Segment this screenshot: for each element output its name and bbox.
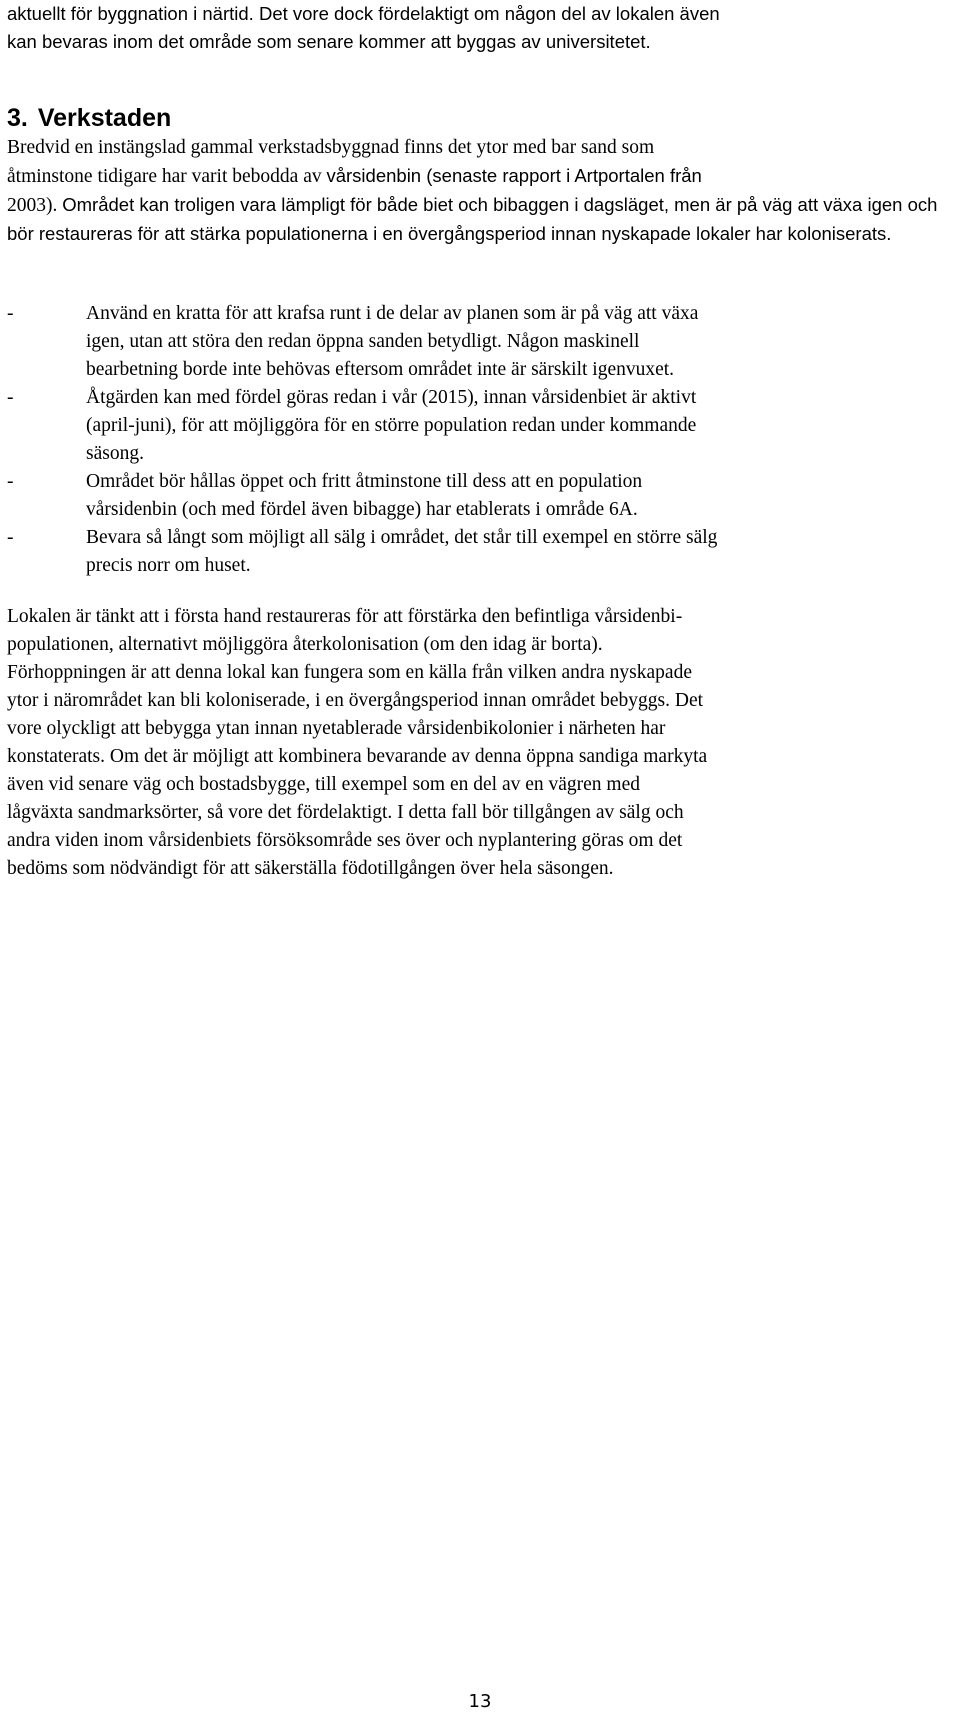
- intro-paragraph: [7, 0, 953, 56]
- section-title: Verkstaden: [37, 104, 172, 132]
- list-item: [7, 384, 953, 468]
- body-text: vårsidenbin (senaste rapport i Artportalen från: [326, 165, 702, 186]
- closing-line: andra viden inom vårsidenbiets försöksområde ses över och nyplantering göras om det: [7, 830, 683, 851]
- list-item-text: vårsidenbin (och med fördel även bibagge) har etablerats i område 6A.: [86, 499, 638, 520]
- section-number: 3.: [7, 104, 28, 132]
- closing-line: populationen, alternativt möjliggöra återkolonisation (om den idag är borta).: [7, 634, 603, 655]
- bullet-dash: -: [7, 303, 14, 324]
- list-item-text: säsong.: [86, 443, 144, 464]
- closing-line: konstaterats. Om det är möjligt att kombinera bevarande av denna öppna sandiga markyta: [7, 746, 708, 767]
- section-heading: [7, 104, 171, 132]
- body-text: Bredvid en instängslad gammal verkstadsbyggnad finns det ytor med bar sand som: [7, 137, 655, 158]
- list-item-text: precis norr om huset.: [86, 555, 251, 576]
- closing-line: bedöms som nödvändigt för att säkerställa födotillgången över hela säsongen.: [7, 858, 614, 879]
- list-item: [7, 524, 953, 580]
- list-item-text: Området bör hållas öppet och fritt åtminstone till dess att en population: [86, 471, 643, 492]
- closing-line: även vid senare väg och bostadsbygge, till exempel som en del av en vägren med: [7, 774, 641, 795]
- closing-line: lågväxta sandmarksörter, så vore det fördelaktigt. I detta fall bör tillgången av sälg och: [7, 802, 684, 823]
- bullet-dash: -: [7, 527, 14, 548]
- closing-line: vore olyckligt att bebygga ytan innan nyetablerade vårsidenbikolonier i närheten har: [7, 718, 666, 739]
- bullet-dash: -: [7, 387, 14, 408]
- list-item: [7, 468, 953, 524]
- section-body-paragraph: [7, 134, 953, 249]
- closing-line: ytor i närområdet kan bli koloniserade, i en övergångsperiod innan området bebyggs. Det: [7, 690, 704, 711]
- body-text: Området kan troligen vara lämpligt för både biet och bibaggen i dagsläget, men är på väg att växa igen och bör restaureras för att stärka populationerna i en övergångsperiod innan nyskapade lokaler har koloniserats.: [7, 194, 938, 244]
- closing-line: Förhoppningen är att denna lokal kan fungera som en källa från vilken andra nyskapade: [7, 662, 692, 683]
- list-item-text: Bevara så långt som möjligt all sälg i området, det står till exempel en större sälg: [86, 527, 718, 548]
- bullet-dash: -: [7, 471, 14, 492]
- page-number: 13: [468, 1691, 492, 1712]
- closing-paragraph: [7, 603, 953, 883]
- body-text: åtminstone tidigare har varit bebodda av: [7, 166, 322, 187]
- list-item-text: bearbetning borde inte behövas eftersom området inte är särskilt igenvuxet.: [86, 359, 675, 380]
- list-item-text: Åtgärden kan med fördel göras redan i vår (2015), innan vårsidenbiet är aktivt: [86, 387, 697, 408]
- list-item-text: igen, utan att störa den redan öppna sanden betydligt. Någon maskinell: [86, 331, 640, 352]
- body-text: 2003).: [7, 195, 58, 216]
- closing-line: Lokalen är tänkt att i första hand restaureras för att förstärka den befintliga vårsidenbi-: [7, 606, 683, 627]
- intro-line: aktuellt för byggnation i närtid. Det vore dock fördelaktigt om någon del av lokalen även: [7, 3, 720, 24]
- intro-line: kan bevaras inom det område som senare kommer att byggas av universitetet.: [7, 31, 651, 52]
- list-item: [7, 300, 953, 384]
- list-item-text: Använd en kratta för att krafsa runt i de delar av planen som är på väg att växa: [86, 303, 699, 324]
- list-item-text: (april-juni), för att möjliggöra för en större population redan under kommande: [86, 415, 697, 436]
- recommendation-list: [7, 300, 953, 580]
